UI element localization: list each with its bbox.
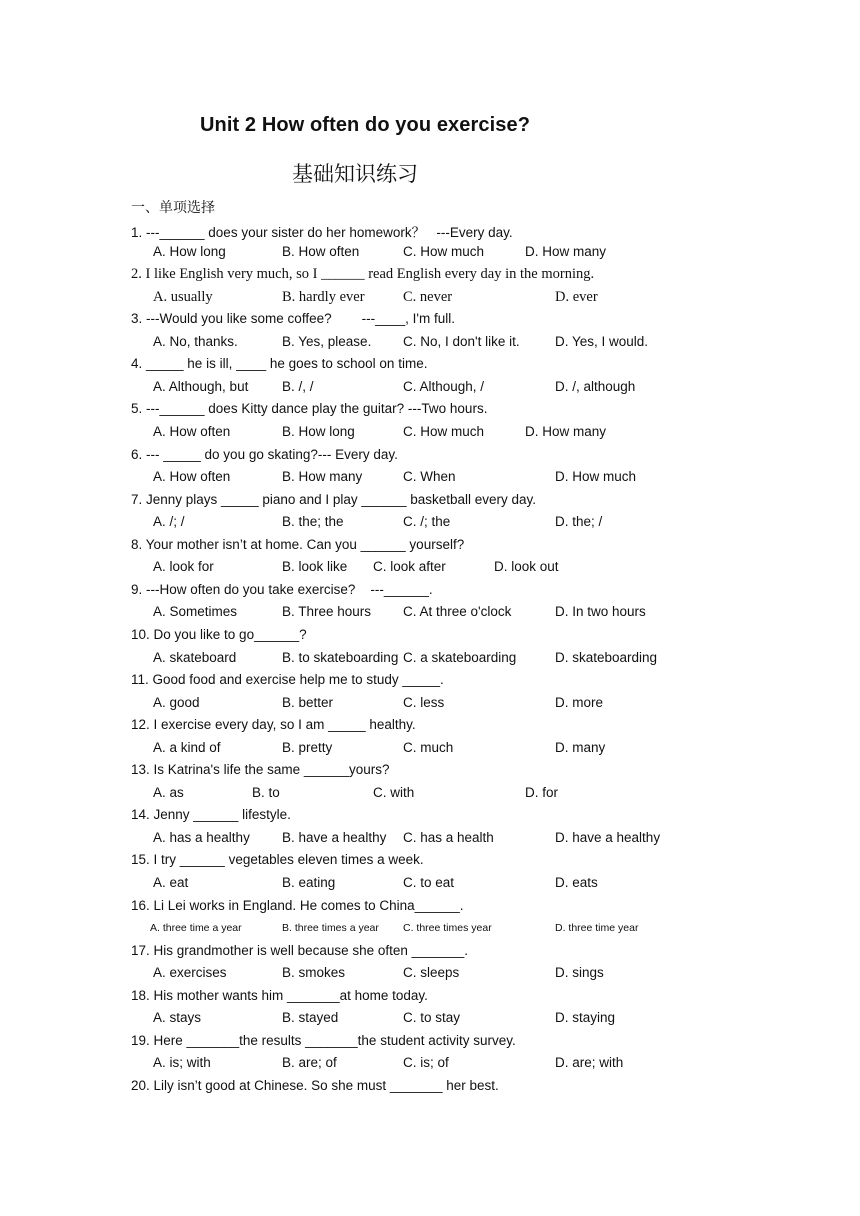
question-11-option-d: D. more (555, 694, 604, 710)
question-8-option-b: B. look like (282, 559, 348, 575)
question-1-option-c: C. How much (403, 243, 485, 259)
question-10-option-c: C. a skateboarding (403, 649, 517, 665)
question-7-option-c: C. /; the (403, 514, 451, 530)
question-3-option-d: D. Yes, I would. (555, 333, 649, 349)
question-8-option-d: D. look out (494, 559, 559, 575)
question-19-option-a: A. is; with (153, 1055, 211, 1071)
worksheet-title: Unit 2 How often do you exercise? (200, 114, 531, 136)
question-5-option-c: C. How much (403, 424, 485, 439)
section-heading: 一、单项选择 (131, 200, 215, 216)
question-3: 3. ---Would you like some coffee? ---____, I'm full. (131, 311, 455, 327)
question-17-option-c: C. sleeps (403, 965, 460, 981)
question-6-option-c: C. When (403, 469, 456, 485)
question-3-option-b: B. Yes, please. (282, 333, 372, 349)
question-12-option-a: A. a kind of (153, 739, 221, 755)
question-5-option-d: D. How many (525, 424, 607, 439)
question-6-option-a: A. How often (153, 469, 231, 485)
question-18-option-b: B. stayed (282, 1010, 339, 1026)
question-11: 11. Good food and exercise help me to study _____. (131, 672, 444, 687)
question-17-option-a: A. exercises (153, 965, 227, 981)
question-13-option-a: A. as (153, 784, 184, 800)
question-8-option-c: C. look after (373, 559, 446, 575)
question-11-option-c: C. less (403, 694, 445, 710)
question-4-option-a: A. Although, but (153, 378, 249, 394)
question-13: 13. Is Katrina's life the same ______yours? (131, 762, 390, 778)
question-10-option-a: A. skateboard (153, 649, 237, 665)
question-14-option-d: D. have a healthy (555, 829, 661, 845)
question-9-option-c: C. At three o'clock (403, 604, 512, 620)
question-17-option-d: D. sings (555, 965, 604, 981)
question-7: 7. Jenny plays _____ piano and I play ______ basketball every day. (131, 491, 537, 507)
question-5-option-b: B. How long (282, 424, 355, 439)
question-11-option-b: B. better (282, 694, 334, 710)
question-9-option-d: D. In two hours (555, 604, 646, 620)
question-3-option-a: A. No, thanks. (153, 333, 238, 349)
question-2-option-a: A. usually (153, 288, 213, 305)
question-12-option-c: C. much (403, 739, 454, 755)
question-4-option-c: C. Although, / (403, 378, 485, 394)
question-17: 17. His grandmother is well because she often _______. (131, 942, 468, 958)
question-3-option-c: C. No, I don't like it. (403, 333, 520, 349)
question-12-option-b: B. pretty (282, 739, 333, 755)
question-2-option-d: D. ever (555, 288, 598, 305)
question-5: 5. ---______ does Kitty dance play the guitar? ---Two hours. (131, 401, 488, 417)
question-7-option-d: D. the; / (555, 514, 603, 530)
question-13-option-c: C. with (373, 784, 415, 800)
question-19-option-d: D. are; with (555, 1055, 624, 1071)
question-18-option-a: A. stays (153, 1010, 202, 1026)
question-15-option-a: A. eat (153, 875, 189, 890)
question-10-option-d: D. skateboarding (555, 649, 658, 665)
question-15-option-b: B. eating (282, 875, 336, 890)
question-12-option-d: D. many (555, 739, 606, 755)
question-4-option-d: D. /, although (555, 378, 636, 394)
question-15-option-c: C. to eat (403, 875, 455, 890)
question-4-option-b: B. /, / (282, 378, 314, 394)
question-18: 18. His mother wants him _______at home today. (131, 987, 428, 1003)
question-18-option-d: D. staying (555, 1010, 616, 1026)
question-2: 2. I like English very much, so I ______ read English every day in the morning. (131, 266, 595, 283)
question-14-option-c: C. has a health (403, 829, 494, 845)
question-6: 6. --- _____ do you go skating?--- Every day. (131, 446, 398, 462)
question-16-option-a: A. three time a year (150, 922, 242, 935)
question-14: 14. Jenny ______ lifestyle. (131, 807, 291, 823)
question-13-option-b: B. to (252, 784, 280, 800)
question-9-option-b: B. Three hours (282, 604, 372, 620)
question-9: 9. ---How often do you take exercise? ---______. (131, 581, 433, 597)
worksheet-subtitle: 基础知识练习 (292, 162, 418, 186)
question-16-option-c: C. three times year (403, 922, 492, 935)
question-1-option-b: B. How often (282, 243, 360, 259)
question-8: 8. Your mother isn’t at home. Can you ______ yourself? (131, 536, 465, 552)
question-16-option-b: B. three times a year (282, 922, 379, 935)
question-6-option-d: D. How much (555, 469, 637, 485)
question-10: 10. Do you like to go______? (131, 626, 307, 642)
question-13-option-d: D. for (525, 784, 559, 800)
question-5-option-a: A. How often (153, 424, 231, 439)
question-1-option-d: D. How many (525, 243, 607, 259)
question-1-option-a: A. How long (153, 243, 226, 259)
question-12: 12. I exercise every day, so I am _____ healthy. (131, 717, 416, 733)
question-17-option-b: B. smokes (282, 965, 346, 981)
question-19: 19. Here _______the results _______the student activity survey. (131, 1032, 516, 1048)
question-14-option-a: A. has a healthy (153, 829, 250, 845)
question-4: 4. _____ he is ill, ____ he goes to school on time. (131, 356, 428, 372)
question-14-option-b: B. have a healthy (282, 829, 387, 845)
question-2-option-c: C. never (403, 288, 453, 305)
question-6-option-b: B. How many (282, 469, 363, 485)
question-16: 16. Li Lei works in England. He comes to China______. (131, 897, 464, 913)
question-7-option-b: B. the; the (282, 514, 344, 530)
question-19-option-b: B. are; of (282, 1055, 337, 1071)
question-18-option-c: C. to stay (403, 1010, 461, 1026)
question-8-option-a: A. look for (153, 559, 214, 575)
question-10-option-b: B. to skateboarding (282, 649, 399, 665)
question-19-option-c: C. is; of (403, 1055, 449, 1071)
question-15: 15. I try ______ vegetables eleven times a week. (131, 852, 424, 868)
question-2-option-b: B. hardly ever (282, 288, 365, 305)
question-20: 20. Lily isn’t good at Chinese. So she must _______ her best. (131, 1077, 499, 1093)
question-9-option-a: A. Sometimes (153, 604, 238, 620)
question-11-option-a: A. good (153, 694, 200, 710)
question-15-option-d: D. eats (555, 875, 598, 890)
question-16-option-d: D. three time year (555, 922, 639, 935)
question-1: 1. ---______ does your sister do her homework？ ---Every day. (131, 225, 513, 240)
question-7-option-a: A. /; / (153, 514, 185, 530)
